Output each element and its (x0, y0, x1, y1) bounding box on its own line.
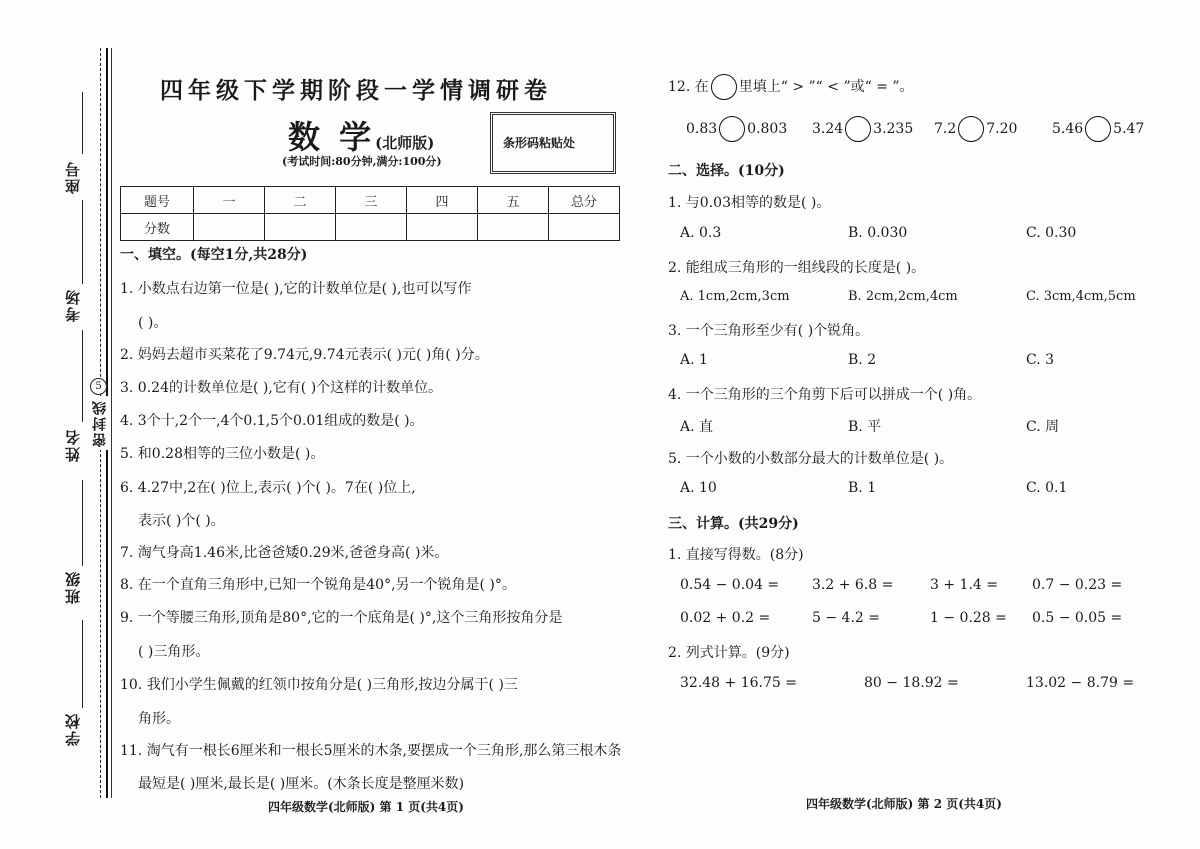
compare-circle-example (711, 74, 737, 100)
binding-class-line (82, 480, 83, 566)
page-1-footer: 四年级数学(北师版) 第 1 页(共4页) (268, 800, 464, 814)
choice-option[interactable]: C. 周 (1026, 419, 1060, 435)
choice-option[interactable]: B. 0.030 (848, 225, 908, 241)
barcode-area (490, 112, 616, 174)
score-cell[interactable] (194, 214, 265, 241)
score-header-cell: 二 (265, 187, 336, 214)
calc-item: 80 − 18.92 = (864, 675, 959, 691)
score-header-cell: 四 (407, 187, 478, 214)
choice-question-3: 3. 一个三角形至少有( )个锐角。 (668, 323, 870, 339)
calc-item: 0.5 − 0.05 = (1032, 610, 1123, 626)
score-header-cell: 三 (336, 187, 407, 214)
score-header-cell: 题号 (121, 187, 194, 214)
binding-room-line (82, 200, 83, 284)
compare-left-value: 3.24 (812, 121, 844, 137)
choice-option[interactable]: B. 平 (848, 419, 882, 435)
question-4: 4. 3个十,2个一,4个0.1,5个0.01组成的数是( )。 (120, 413, 424, 429)
score-header-cell: 五 (478, 187, 549, 214)
score-row-label: 分数 (121, 214, 194, 241)
section-2-title: 二、选择。(10分) (668, 163, 785, 179)
calc-item: 3 + 1.4 = (930, 577, 998, 593)
question-8: 8. 在一个直角三角形中,已知一个锐角是40°,另一个锐角是( )°。 (120, 577, 516, 593)
score-header-cell: 总分 (549, 187, 620, 214)
score-cell[interactable] (478, 214, 549, 241)
compare-left-value: 0.83 (686, 121, 718, 137)
choice-question-1: 1. 与0.03相等的数是( )。 (668, 195, 831, 211)
question-12-prefix: 12. 在 (668, 79, 709, 95)
page-2-footer: 四年级数学(北师版) 第 2 页(共4页) (806, 797, 1002, 811)
exam-meta: (考试时间:80分钟,满分:100分) (282, 155, 442, 168)
calc-item: 3.2 + 6.8 = (812, 577, 894, 593)
question-6-line-1: 6. 4.27中,2在( )位上,表示( )个( )。7在( )位上, (120, 480, 416, 496)
choice-option[interactable]: B. 1 (848, 480, 877, 496)
calc-item: 1 − 0.28 = (930, 610, 1007, 626)
subject-name: 数 学 (288, 118, 376, 156)
choice-option[interactable]: A. 直 (680, 419, 714, 435)
compare-right-value: 0.803 (747, 121, 788, 137)
compare-item-1 (686, 116, 787, 142)
choice-option[interactable]: C. 3cm,4cm,5cm (1026, 289, 1136, 304)
calc-question-2: 2. 列式计算。(9分) (668, 645, 790, 661)
calc-item: 0.54 − 0.04 = (680, 577, 780, 593)
compare-item-2 (812, 116, 913, 142)
barcode-label: 条形码粘贴处 (503, 136, 576, 150)
section-3-title: 三、计算。(共29分) (668, 516, 799, 532)
binding-class-label: 班级 (64, 570, 82, 604)
question-9-line-2: ( )三角形。 (138, 644, 210, 660)
question-9-line-1: 9. 一个等腰三角形,顶角是80°,它的一个底角是( )°,这个三角形按角分是 (120, 610, 563, 626)
calc-item: 0.7 − 0.23 = (1032, 577, 1123, 593)
calc-item: 0.02 + 0.2 = (680, 610, 771, 626)
binding-name-line (82, 330, 83, 422)
question-11-line-1: 11. 淘气有一根长6厘米和一根长5厘米的木条,要摆成一个三角形,那么第三根木条 (120, 743, 622, 759)
score-cell[interactable] (407, 214, 478, 241)
score-cell[interactable] (265, 214, 336, 241)
subject-edition: (北师版) (375, 134, 435, 152)
score-table (120, 186, 620, 241)
compare-right-value: 7.20 (986, 121, 1018, 137)
choice-option[interactable]: A. 1cm,2cm,3cm (680, 289, 790, 304)
choice-option[interactable]: C. 0.30 (1026, 225, 1077, 241)
score-table-score-row (121, 214, 620, 241)
seal-circle-mark: 5 (90, 378, 107, 395)
question-6-line-2: 表示( )个( )。 (138, 513, 225, 529)
seal-line-label: 密封线 (90, 396, 110, 450)
choice-question-2: 2. 能组成三角形的一组线段的长度是( )。 (668, 260, 926, 276)
exam-title: 四年级下学期阶段一学情调研卷 (160, 77, 552, 104)
compare-circle[interactable] (1085, 116, 1111, 142)
calc-question-1: 1. 直接写得数。(8分) (668, 547, 804, 563)
score-cell[interactable] (549, 214, 620, 241)
question-3: 3. 0.24的计数单位是( ),它有( )个这样的计数单位。 (120, 380, 443, 396)
score-cell[interactable] (336, 214, 407, 241)
question-10-line-1: 10. 我们小学生佩戴的红领巾按角分是( )三角形,按边分属于( )三 (120, 677, 518, 693)
choice-option[interactable]: C. 3 (1026, 352, 1055, 368)
question-12-suffix: 里填上“ > ”“ < ”或“ = ”。 (738, 79, 914, 95)
choice-option[interactable]: A. 10 (680, 480, 717, 496)
binding-seat-label: 座号 (64, 160, 82, 194)
compare-circle[interactable] (958, 116, 984, 142)
compare-left-value: 7.2 (934, 121, 957, 137)
choice-option[interactable]: A. 0.3 (680, 225, 722, 241)
choice-option[interactable]: A. 1 (680, 352, 708, 368)
compare-item-4 (1052, 116, 1144, 142)
compare-right-value: 3.235 (873, 121, 914, 137)
compare-circle[interactable] (719, 116, 745, 142)
question-5: 5. 和0.28相等的三位小数是( )。 (120, 446, 325, 462)
question-12 (668, 74, 914, 100)
compare-item-3 (934, 116, 1017, 142)
binding-room-label: 考场 (64, 288, 82, 322)
subject-title (288, 112, 434, 158)
section-1-title: 一、填空。(每空1分,共28分) (120, 247, 308, 263)
question-1-line-1: 1. 小数点右边第一位是( ),它的计数单位是( ),也可以写作 (120, 281, 472, 297)
binding-name-label: 姓名 (64, 428, 82, 462)
binding-seat-line (82, 92, 83, 154)
compare-left-value: 5.46 (1052, 121, 1084, 137)
question-11-line-2: 最短是( )厘米,最长是( )厘米。(木条长度是整厘米数) (138, 776, 465, 792)
binding-school-label: 学校 (64, 712, 82, 746)
compare-circle[interactable] (845, 116, 871, 142)
choice-question-5: 5. 一个小数的小数部分最大的计数单位是( )。 (668, 451, 954, 467)
seal-line-solid-2 (111, 48, 112, 798)
score-table-header-row (121, 187, 620, 214)
binding-school-line (82, 620, 83, 708)
compare-right-value: 5.47 (1113, 121, 1145, 137)
choice-question-4: 4. 一个三角形的三个角剪下后可以拼成一个( )角。 (668, 387, 982, 403)
calc-item: 5 − 4.2 = (812, 610, 880, 626)
question-10-line-2: 角形。 (138, 711, 180, 727)
calc-item: 32.48 + 16.75 = (680, 675, 797, 691)
choice-option[interactable]: C. 0.1 (1026, 480, 1068, 496)
calc-item: 13.02 − 8.79 = (1026, 675, 1135, 691)
question-2: 2. 妈妈去超市买菜花了9.74元,9.74元表示( )元( )角( )分。 (120, 347, 489, 363)
question-7: 7. 淘气身高1.46米,比爸爸矮0.29米,爸爸身高( )米。 (120, 545, 449, 561)
choice-option[interactable]: B. 2 (848, 352, 877, 368)
score-header-cell: 一 (194, 187, 265, 214)
question-1-line-2: ( )。 (138, 315, 168, 331)
choice-option[interactable]: B. 2cm,2cm,4cm (848, 289, 958, 304)
